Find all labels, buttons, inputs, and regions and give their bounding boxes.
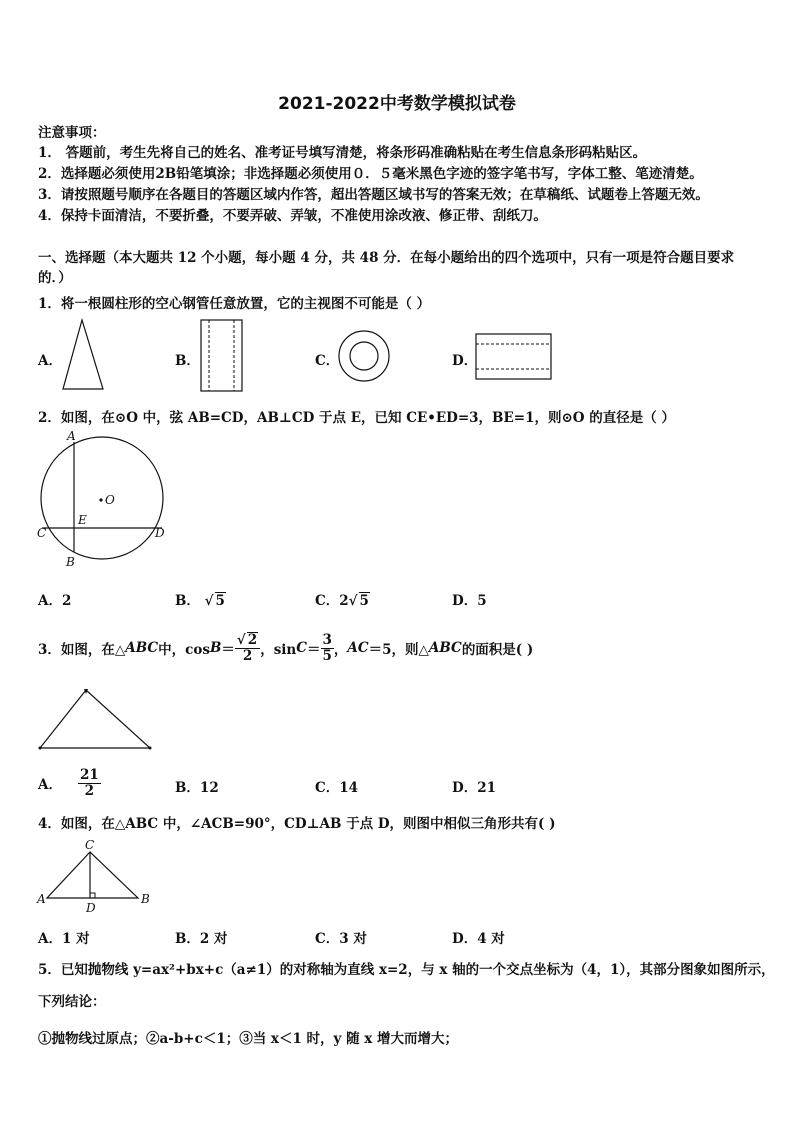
q3-option-c: C．14	[315, 780, 359, 796]
q1-option-c-rings	[336, 328, 392, 384]
q2-option-d: D．5	[452, 593, 487, 609]
q1-option-a-label: A．	[38, 353, 62, 369]
q2-option-a: A．2	[38, 593, 72, 609]
q1-stem: 1．将一根圆柱形的空心钢管任意放置，它的主视图不可能是（ ）	[38, 296, 431, 312]
q2-circle-figure	[34, 428, 174, 572]
q4-option-d: D．4 对	[452, 931, 505, 947]
q3-triangle-figure	[36, 686, 156, 752]
q3-sinc-fraction: $\frac{3}{5}$	[322, 631, 332, 664]
q4-option-a: A．1 对	[38, 931, 90, 947]
notice-item-4: 4．保持卡面清洁，不要折叠，不要弄破、弄皱，不准使用涂改液、修正带、刮纸刀。	[38, 208, 547, 224]
q2-option-b: B． √ 5	[175, 593, 225, 609]
q4-label-b: B	[141, 892, 150, 906]
q3-stem: 3．如图，在△ ABC 中，cos B ＝ $\frac{√ 2}{2}$ ，sin C ＝ $\frac{3}{5}$ ， AC ＝5，则△ ABC 的面积是( )	[38, 631, 534, 664]
q5-line3: ①抛物线过原点；②a-b+c＜1；③当 x＜1 时，y 随 x 增大而增大；	[38, 1031, 459, 1047]
q2-label-c: C	[37, 526, 47, 540]
q3-option-a-fraction: $\frac{21}{2}$	[79, 766, 99, 799]
notice-item-1: 1． 答题前，考生先将自己的姓名、准考证号填写清楚，将条形码准确粘贴在考生信息条形码粘贴区。	[38, 145, 647, 161]
q4-option-c: C．3 对	[315, 931, 367, 947]
q2-option-c: C．2√ 5	[315, 593, 369, 609]
section-heading-line1: 一、选择题（本大题共 12 个小题，每小题 4 分，共 48 分．在每小题给出的四个选项中，只有一项是符合题目要求	[38, 250, 735, 266]
q4-right-triangle-figure	[34, 838, 156, 916]
section-heading-line2: 的．）	[38, 270, 72, 286]
q3-option-a: A． $\frac{21}{2}$	[38, 766, 99, 799]
q3-option-d: D．21	[452, 780, 497, 796]
q5-line2: 下列结论：	[38, 994, 106, 1010]
q3-option-b: B．12	[175, 780, 219, 796]
q2-label-b: B	[66, 555, 75, 569]
q3-cosb-fraction: $\frac{√ 2}{2}$	[235, 632, 260, 664]
q2-label-e: E	[78, 513, 87, 527]
q1-option-a-triangle	[60, 318, 106, 392]
q2-label-a: A	[67, 429, 76, 443]
q2-stem: 2．如图，在⊙O 中，弦 AB=CD，AB⊥CD 于点 E，已知 CE•ED=3，BE=1，则⊙O 的直径是（ ）	[38, 410, 675, 426]
q4-label-a: A	[37, 892, 46, 906]
q5-line1: 5．已知抛物线 y=ax²+bx+c（a≠1）的对称轴为直线 x=2，与 x 轴的一个交点坐标为（4，1），其部分图象如图所示，	[38, 962, 775, 978]
q4-label-d: D	[86, 901, 96, 915]
notice-item-2: 2．选择题必须使用2B铅笔填涂；非选择题必须使用０．５毫米黑色字迹的签字笔书写，字体工整、笔迹清楚。	[38, 166, 703, 182]
q1-option-b-rectangle	[199, 318, 245, 393]
q2-label-d: D	[155, 526, 165, 540]
q1-option-b-label: B．	[175, 353, 200, 369]
notice-heading: 注意事项：	[38, 125, 106, 141]
q4-stem: 4．如图，在△ABC 中，∠ACB=90°，CD⊥AB 于点 D，则图中相似三角形共有( )	[38, 816, 556, 832]
q1-option-d-rectangle	[474, 332, 554, 382]
notice-item-3: 3．请按照题号顺序在各题目的答题区域内作答，超出答题区域书写的答案无效；在草稿纸、试题卷上答题无效。	[38, 187, 709, 203]
q2-label-o: O	[105, 493, 115, 507]
q4-option-b: B．2 对	[175, 931, 228, 947]
q4-label-c: C	[85, 838, 95, 852]
q1-option-d-label: D．	[452, 353, 478, 369]
q1-option-c-label: C．	[315, 353, 340, 369]
page-title: 2021-2022中考数学模拟试卷	[278, 94, 516, 114]
